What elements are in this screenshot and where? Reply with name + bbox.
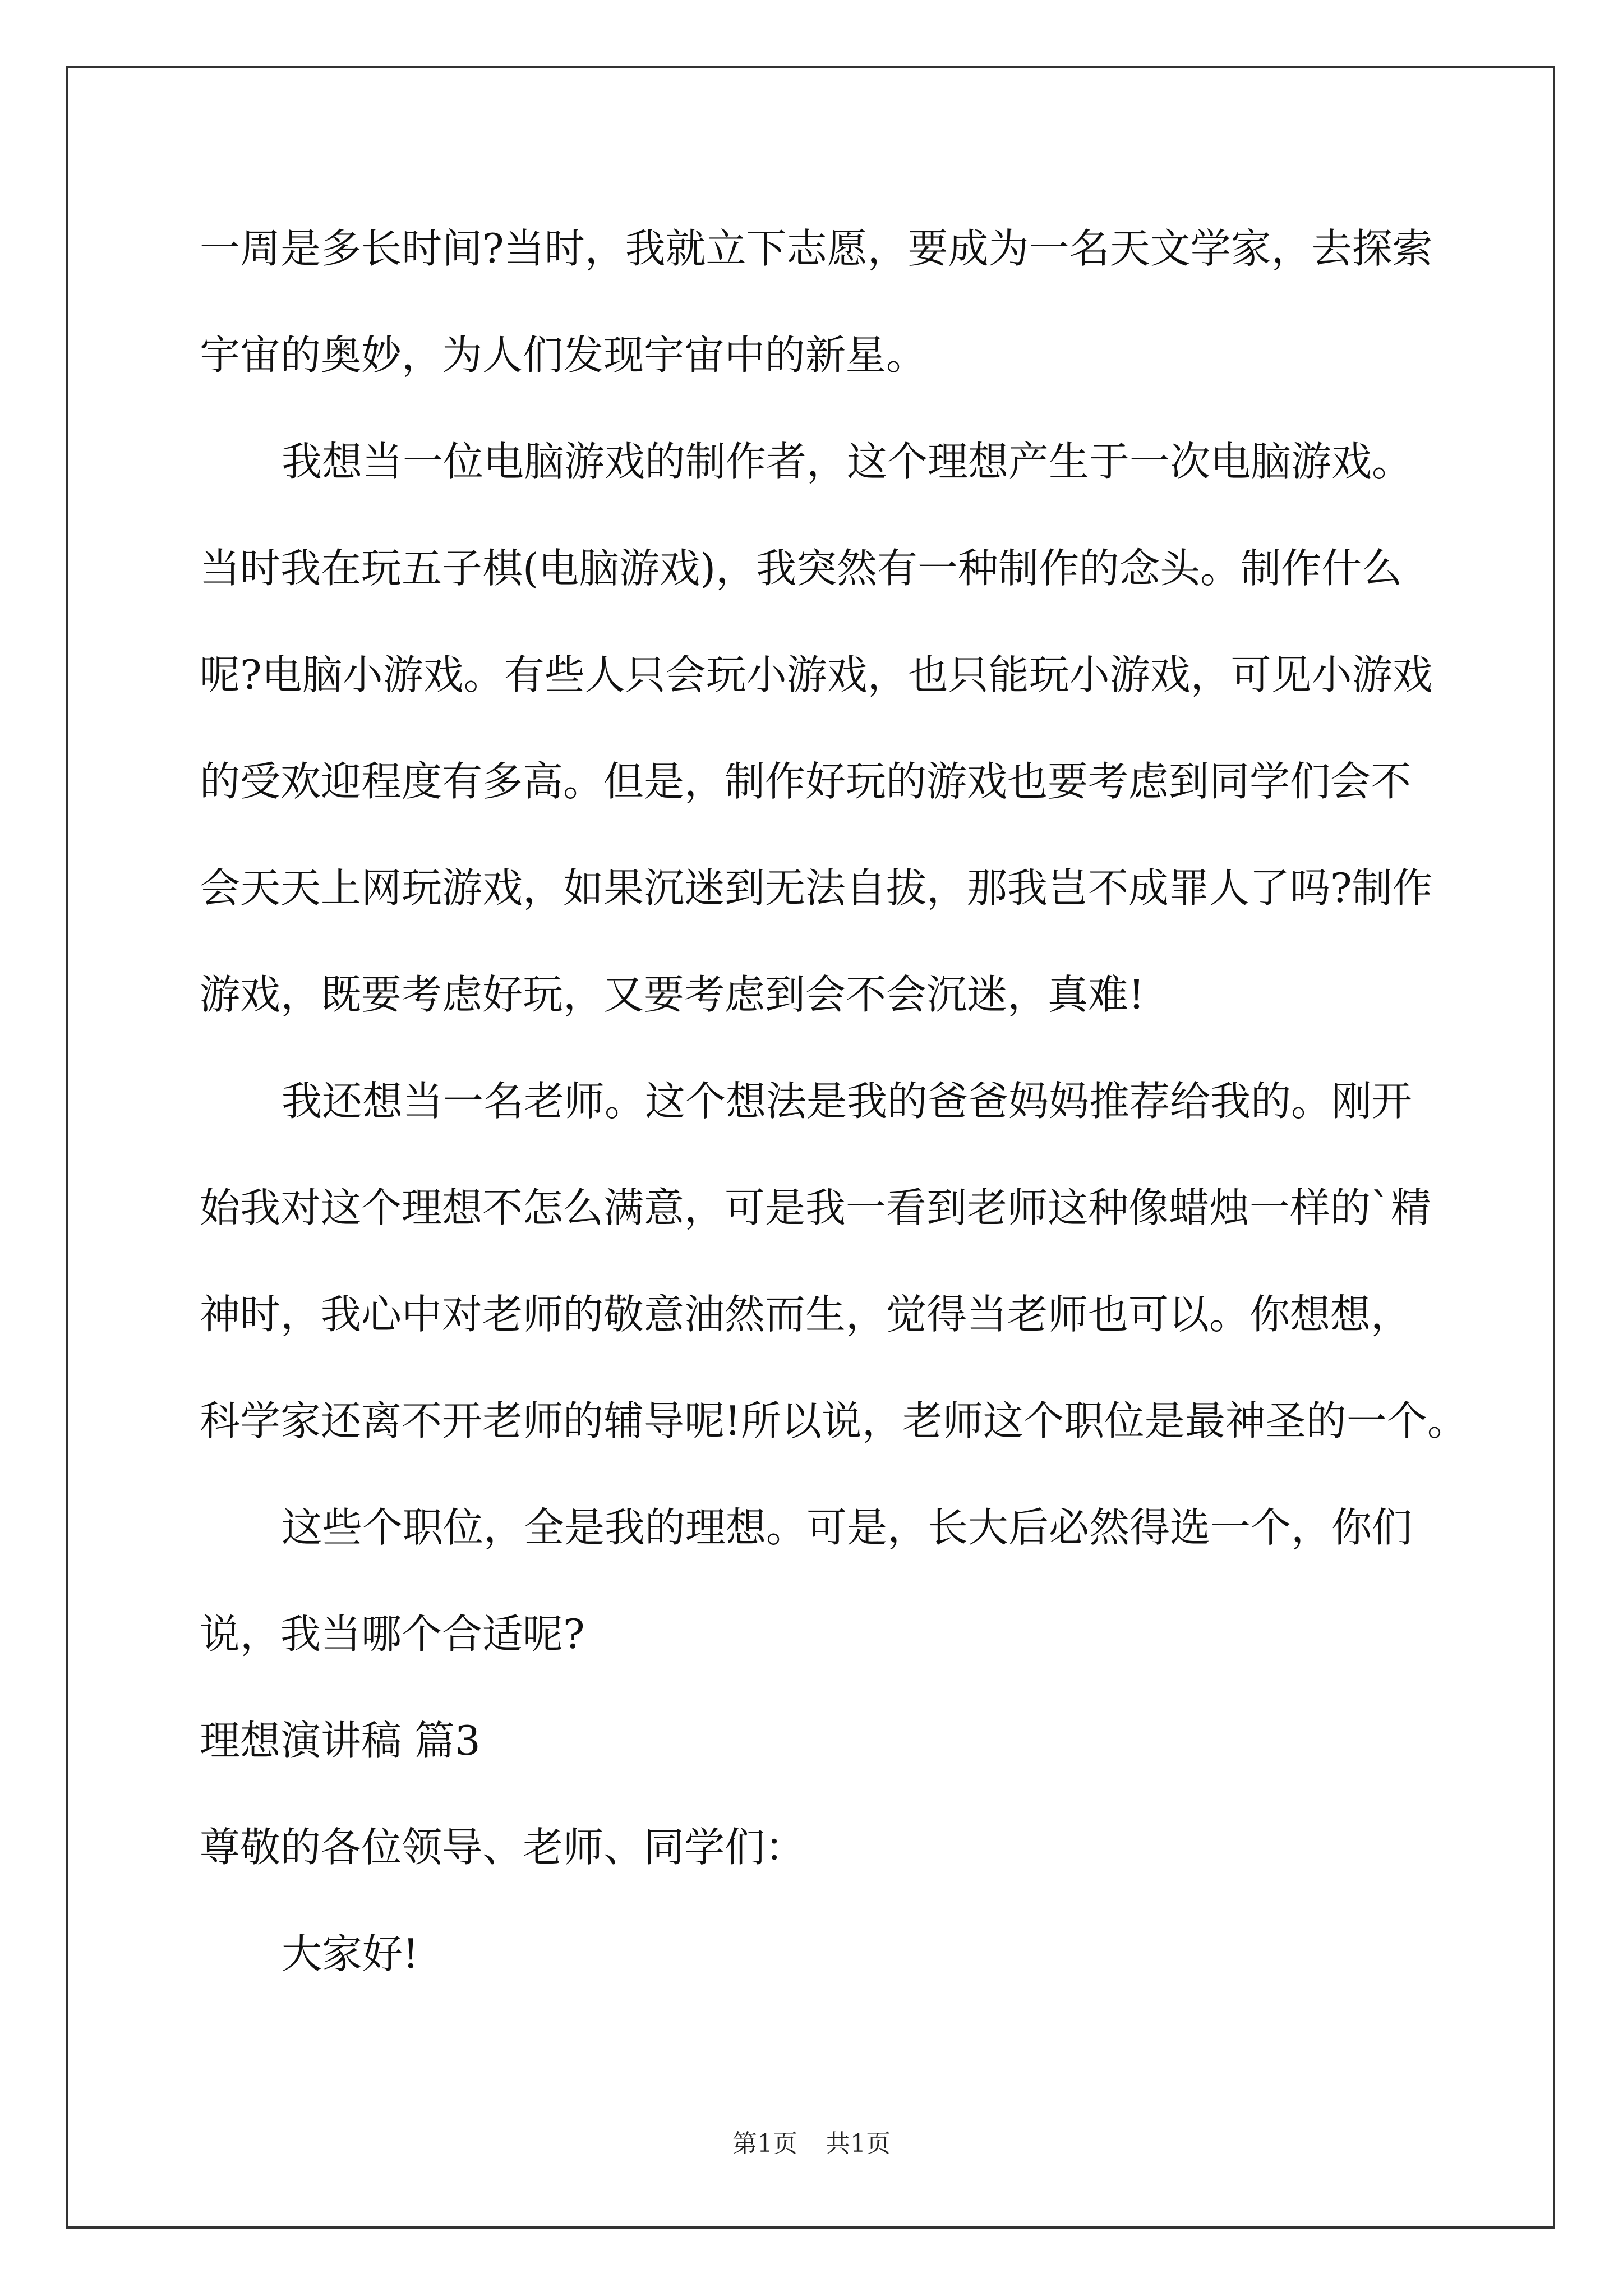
- page-number-current: 第1页: [732, 2129, 797, 2158]
- paragraph-start-line: 我想当一位电脑游戏的制作者，这个理想产生于一次电脑游戏。: [282, 438, 1413, 485]
- text-line: 的受欢迎程度有多高。但是，制作好玩的游戏也要考虑到同学们会不: [200, 758, 1412, 805]
- text-line: 科学家还离不开老师的辅导呢!所以说，老师这个职位是最神圣的一个。: [200, 1397, 1468, 1444]
- text-line: 游戏，既要考虑好玩，又要考虑到会不会沉迷，真难!: [200, 971, 1145, 1018]
- section-heading: 理想演讲稿 篇3: [200, 1717, 481, 1764]
- text-line: 说，我当哪个合适呢?: [200, 1611, 585, 1658]
- text-line: 一周是多长时间?当时，我就立下志愿，要成为一名天文学家，去探索: [200, 225, 1433, 272]
- text-line: 神时，我心中对老师的敬意油然而生，觉得当老师也可以。你想想，: [200, 1291, 1412, 1338]
- page-footer: [0, 2127, 1623, 2161]
- paragraph-start-line: 我还想当一名老师。这个想法是我的爸爸妈妈推荐给我的。刚开: [282, 1078, 1413, 1125]
- text-line: 宇宙的奥妙，为人们发现宇宙中的新星。: [200, 332, 927, 379]
- page-number-total: 共1页: [826, 2129, 891, 2158]
- text-line: 始我对这个理想不怎么满意，可是我一看到老师这种像蜡烛一样的`精: [200, 1184, 1432, 1231]
- text-line: 会天天上网玩游戏，如果沉迷到无法自拔，那我岂不成罪人了吗?制作: [200, 864, 1433, 912]
- salutation: 尊敬的各位领导、老师、同学们：: [200, 1824, 806, 1871]
- paragraph-start-line: 这些个职位，全是我的理想。可是，长大后必然得选一个，你们: [282, 1504, 1413, 1551]
- greeting: 大家好!: [282, 1930, 419, 1977]
- text-line: 呢?电脑小游戏。有些人只会玩小游戏，也只能玩小游戏，可见小游戏: [200, 651, 1433, 698]
- page-border: [66, 66, 1555, 2229]
- text-line: 当时我在玩五子棋(电脑游戏)，我突然有一种制作的念头。制作什么: [200, 545, 1403, 592]
